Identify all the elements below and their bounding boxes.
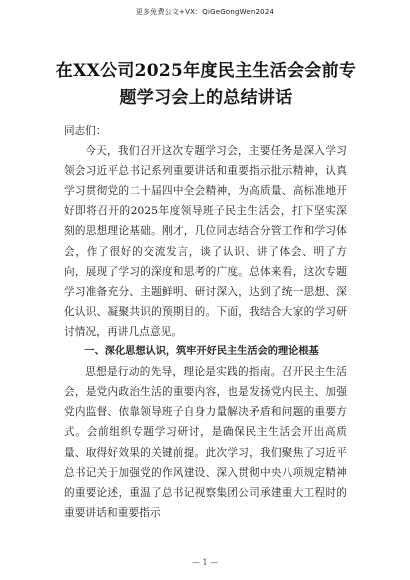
header-banner: 更多免费公文+VX：QiGeGongWen2024 — [135, 8, 275, 16]
intro-paragraph: 今天，我们召开这次专题学习会，主要任务是深入学习领会习近平总书记系列重要讲话和重要指示批示精神，认真学习贯彻党的二十届四中全会精神，为高质量、高标准地开好即将召开的2025年度领导班子民主生活会，打下坚实深刻的思想理论基础。刚才，几位同志结合分管工作和学习体会，作了很好的交流发言，谈了认识、讲了体会、明了方向，展现了学习的深度和思考的广度。总体来看，这次专题学习准备充分、主题鲜明、研讨深入，达到了统一思想、深化认识、凝聚共识的预期目的。下面，我结合大家的学习研讨情况，再讲几点意见。 — [64, 145, 347, 338]
section-1-paragraph: 思想是行动的先导，理论是实践的指南。召开民主生活会，是党内政治生活的重要内容，也是发扬党内民主、加强党内监督、依靠领导班子自身力量解决矛盾和问题的重要方式。会前组织专题学习研讨，是确保民主生活会开出高质量、取得好效果的关键前提。此次学习，我们聚焦了习近平总书记关于加强党的作风建设、深入贯彻中央八项规定精神的重要论述，重温了总书记视察集团公司承建重大工程时的重要讲话和重要指示 — [64, 366, 347, 519]
document-title: 在XX公司2025年度民主生活会会前专题学习会上的总结讲话 — [55, 61, 357, 108]
section-heading-1: 一、深化思想认识，筑牢开好民主生活会的理论根基 — [84, 346, 319, 358]
salutation: 同志们： — [64, 125, 107, 137]
document-body — [64, 121, 347, 523]
page-number: — 1 — — [191, 558, 219, 567]
